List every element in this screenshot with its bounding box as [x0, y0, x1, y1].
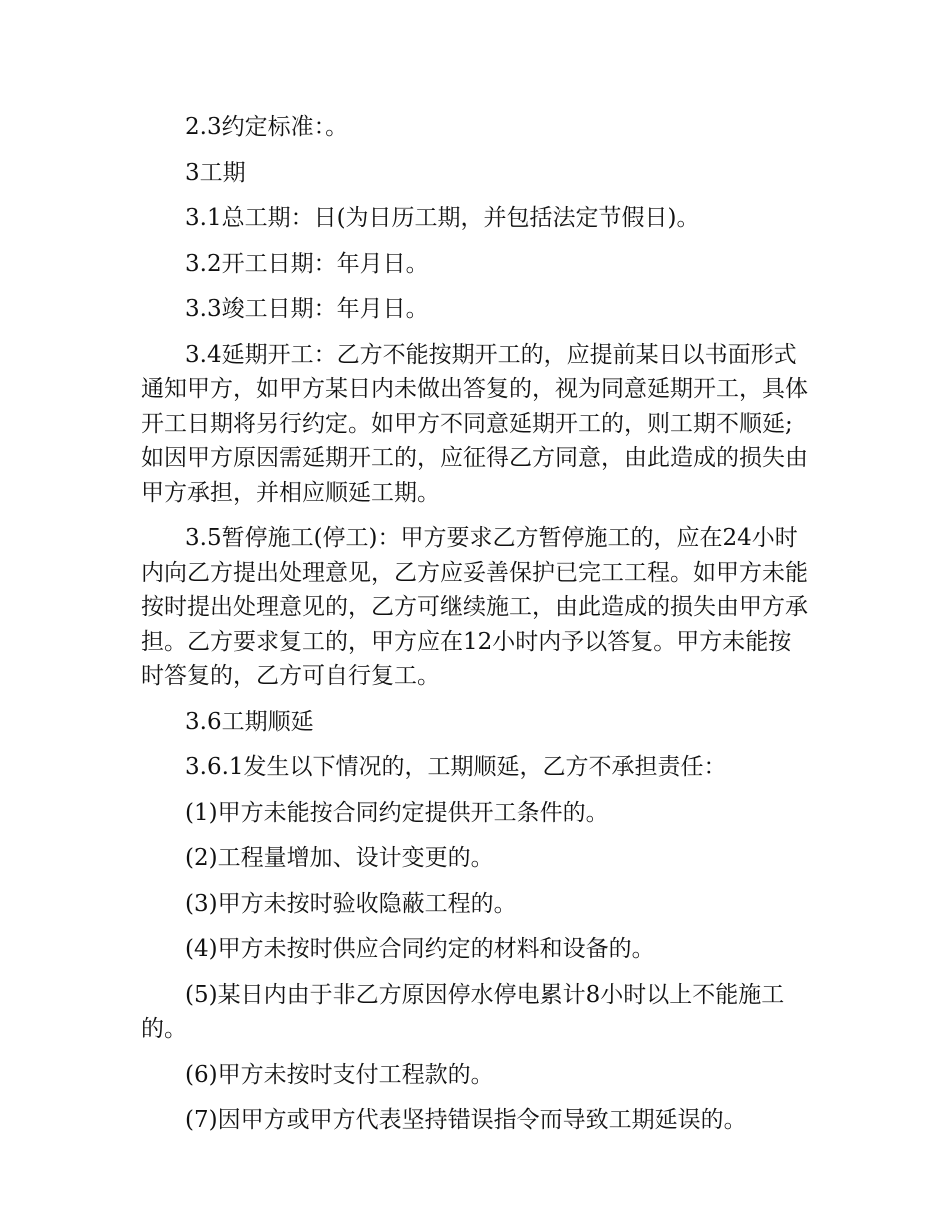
section-3-heading: 3工期 — [185, 159, 246, 186]
clause-3-6-1: 3.6.1发生以下情况的，工期顺延，乙方不承担责任： — [185, 754, 727, 780]
list-item-4: (4)甲方未按时供应合同约定的材料和设备的。 — [185, 936, 655, 962]
clause-3-2: 3.2开工日期：年月日。 — [185, 250, 429, 277]
clause-2-3: 2.3约定标准：。 — [185, 114, 349, 140]
list-item-7: (7)因甲方或甲方代表坚持错误指令而导致工期延误的。 — [185, 1107, 747, 1133]
clause-3-5: 3.5暂停施工(停工)：甲方要求乙方暂停施工的，应在24小时内向乙方提出处理意见，乙方应妥善保护已完工工程。如甲方未能按时提出处理意见的，乙方可继续施工，由此造成的损失由甲方承担。乙方要求复工的，甲方应在12小时内予以答复。甲方未能按时答复的，乙方可自行复工。 — [141, 525, 808, 689]
list-item-5: (5)某日内由于非乙方原因停水停电累计8小时以上不能施工的。 — [141, 981, 785, 1042]
list-item-2: (2)工程量增加、设计变更的。 — [185, 845, 494, 871]
list-item-3: (3)甲方未按时验收隐蔽工程的。 — [185, 890, 517, 917]
clause-3-6: 3.6工期顺延 — [185, 708, 314, 735]
list-item-1: (1)甲方未能按合同约定提供开工条件的。 — [185, 799, 609, 826]
list-item-6: (6)甲方未按时支付工程款的。 — [185, 1061, 494, 1088]
clause-3-1: 3.1总工期：日(为日历工期，并包括法定节假日)。 — [185, 205, 700, 231]
clause-3-4: 3.4延期开工：乙方不能按期开工的，应提前某日以书面形式通知甲方，如甲方某日内未做出答复的，视为同意延期开工，具体开工日期将另行约定。如甲方不同意延期开工的，则工期不顺延;如因甲方原因需延期开工的，应征得乙方同意，由此造成的损失由甲方承担，并相应顺延工期。 — [141, 341, 808, 506]
clause-3-3: 3.3竣工日期：年月日。 — [185, 296, 429, 322]
document-body — [141, 110, 811, 1149]
